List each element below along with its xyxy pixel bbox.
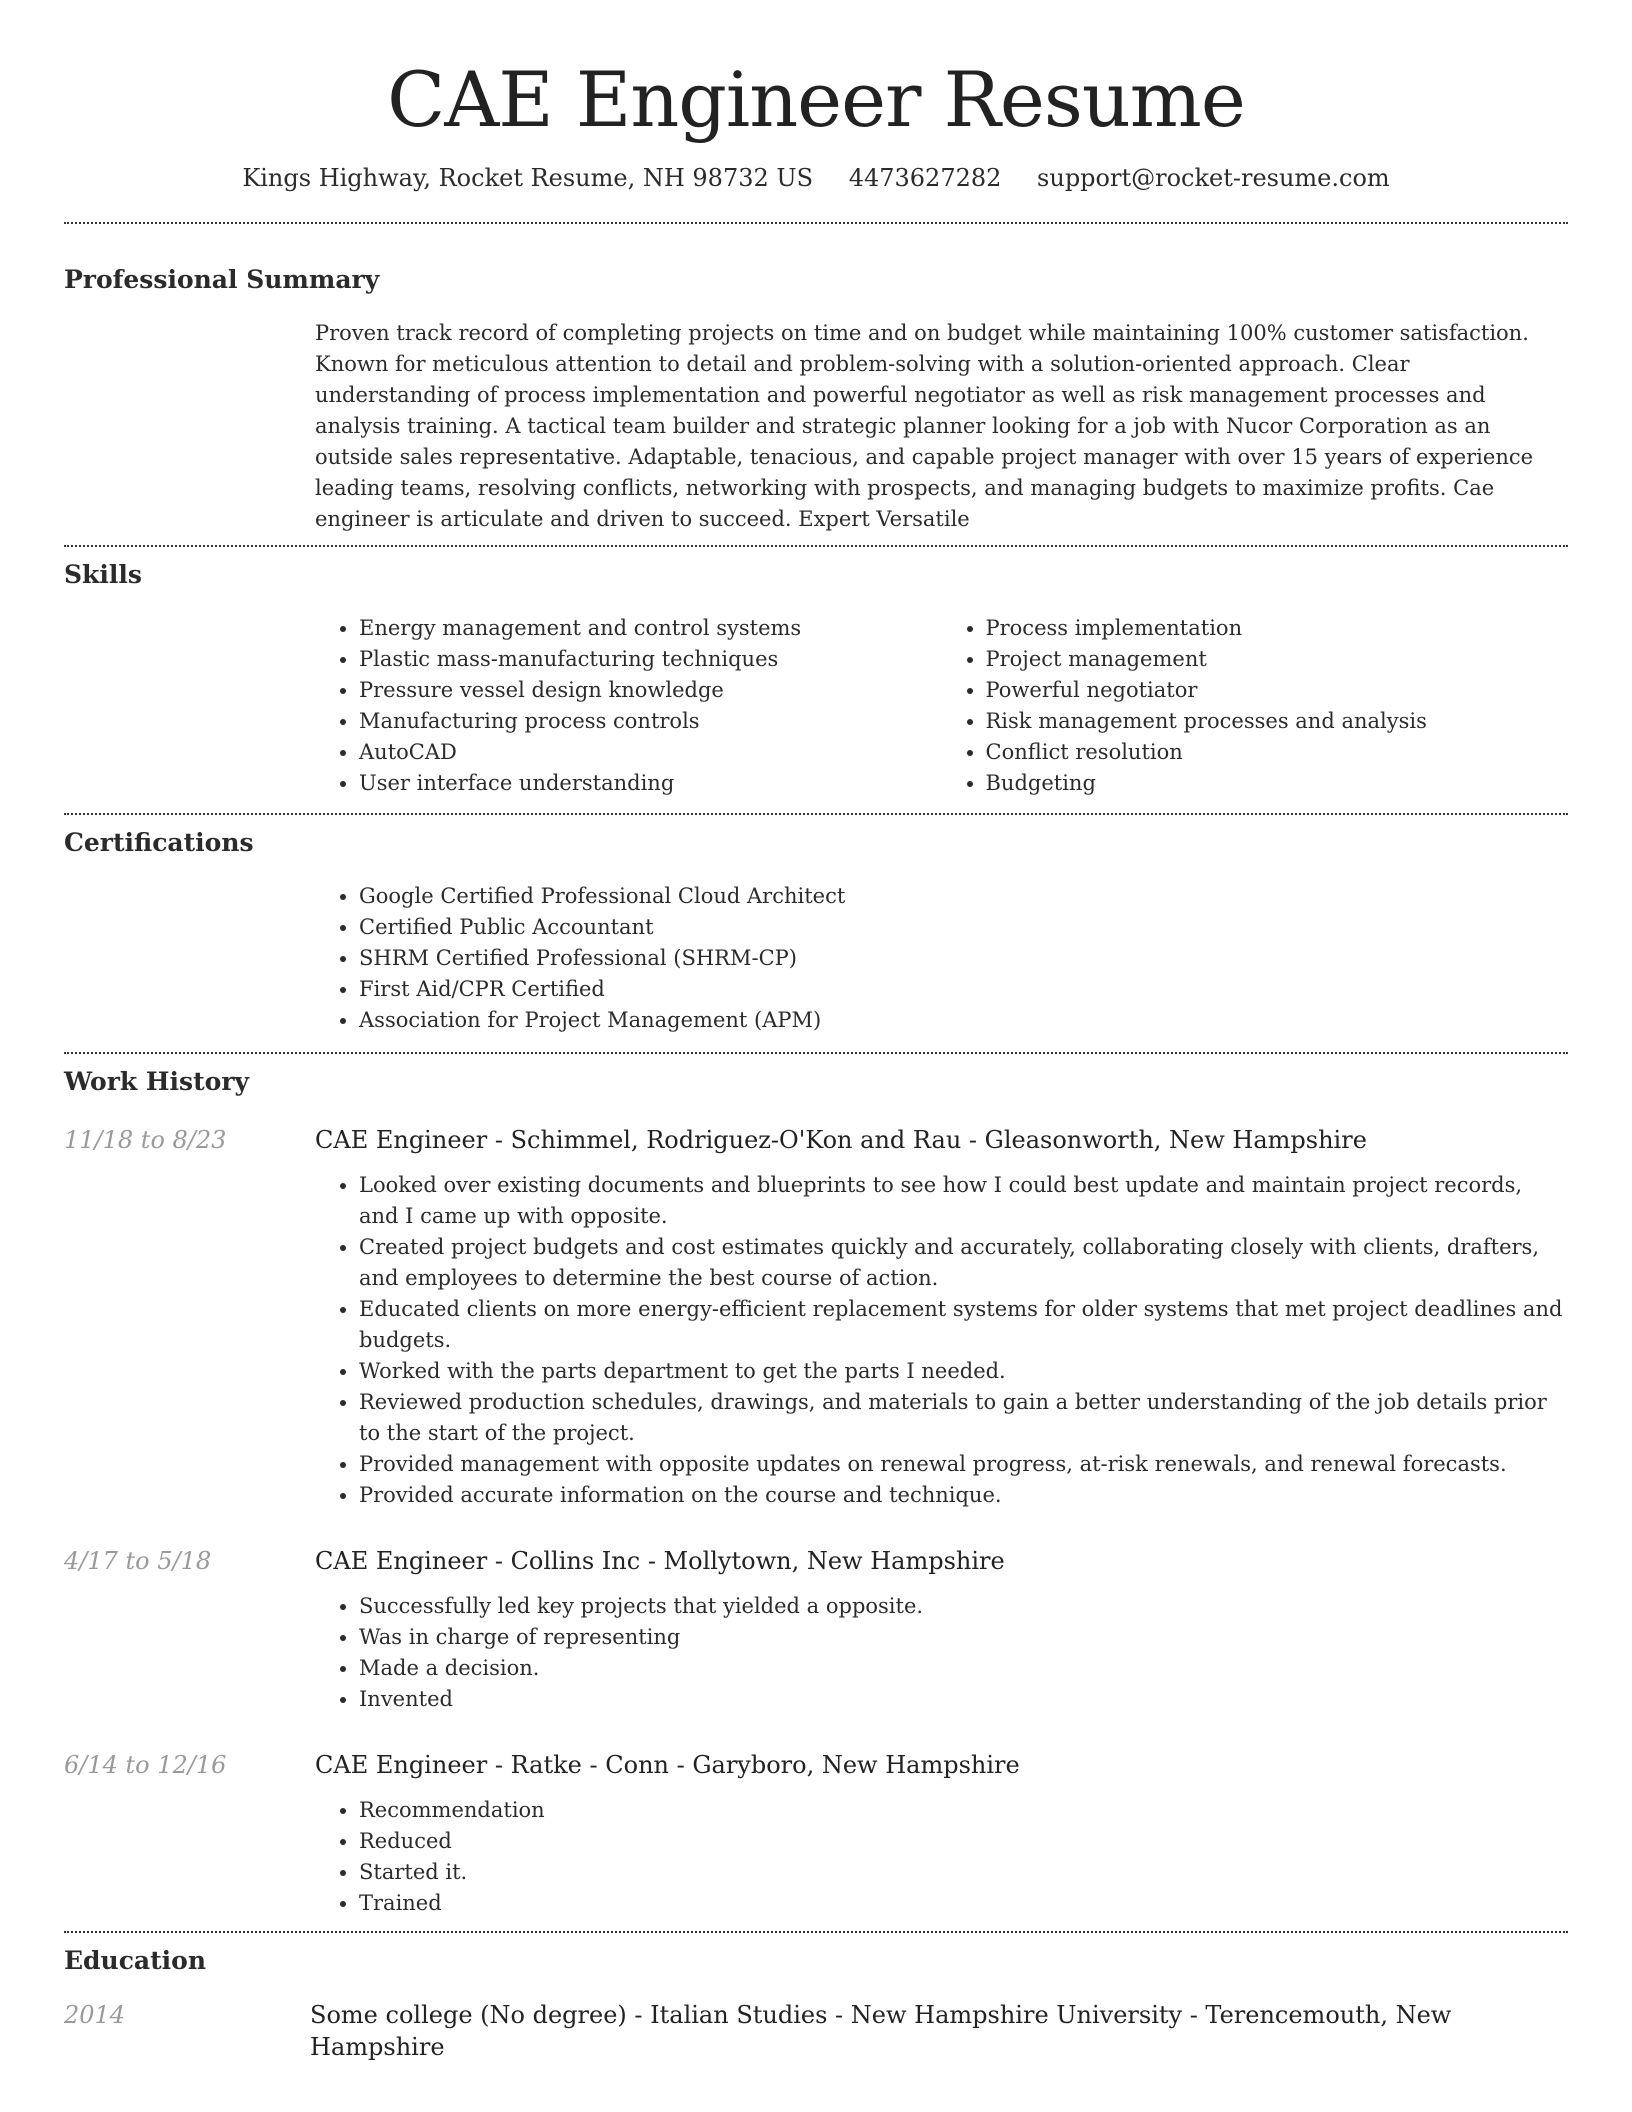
job-title: CAE Engineer - Ratke - Conn - Garyboro, New Hampshire [315,1751,1020,1779]
list-item: • User interface understanding [359,768,942,799]
job-entry [64,1749,1568,1919]
divider [64,813,1568,815]
certifications-list [315,881,1568,1036]
list-item: • Looked over existing documents and blueprints to see how I could best update and maintain project records, and I came up with opposite. [359,1170,1568,1232]
divider [64,545,1568,547]
divider [64,1931,1568,1933]
resume-title: CAE Engineer Resume [387,55,1245,144]
list-item: • Conflict resolution [986,737,1569,768]
list-item: • Process implementation [986,613,1569,644]
contact-phone: 4473627282 [848,164,1002,192]
education-school: - New Hampshire University - Terencemouth, New Hampshire [310,2001,1452,2061]
education-degree: Some college (No degree) - Italian Studies [310,2001,828,2029]
list-item: • Made a decision. [359,1653,1568,1684]
job-title: CAE Engineer - Collins Inc - Mollytown, New Hampshire [315,1547,1005,1575]
list-item: • Successfully led key projects that yielded a opposite. [359,1591,1568,1622]
list-item: • Certified Public Accountant [359,912,1568,943]
list-item: • Trained [359,1888,1568,1919]
skills-column-left [315,613,942,799]
job-dates: 11/18 to 8/23 [64,1126,227,1154]
list-item: • Budgeting [986,768,1569,799]
job-entry [64,1124,1568,1511]
job-bullets [315,1591,1568,1715]
list-item: • Started it. [359,1857,1568,1888]
divider [64,222,1568,224]
list-item: • Pressure vessel design knowledge [359,675,942,706]
skills-column-right [942,613,1569,799]
section-title-education: Education [64,1946,207,1975]
section-title-certifications: Certifications [64,828,254,857]
list-item: • Worked with the parts department to get the parts I needed. [359,1356,1568,1387]
list-item: • Manufacturing process controls [359,706,942,737]
contact-line [64,162,1568,194]
list-item: • Educated clients on more energy-efficient replacement systems for older systems that met project deadlines and budgets. [359,1294,1568,1356]
resume-page [64,0,1568,2063]
skills-list [315,613,1568,799]
section-title-summary: Professional Summary [64,265,380,294]
education-year: 2014 [64,2001,126,2029]
education-entry [64,1999,1568,2063]
list-item: • Energy management and control systems [359,613,942,644]
job-dates: 4/17 to 5/18 [64,1547,212,1575]
list-item: • SHRM Certified Professional (SHRM-CP) [359,943,1568,974]
summary-text: Proven track record of completing projects on time and on budget while maintaining 100% customer satisfaction. Known for meticulous attention to detail and problem-solving with a solution-oriented approach. Clear understanding of process implementation and powerful negotiator as well as risk management processes and analysis training. A tactical team builder and strategic planner looking for a job with Nucor Corporation as an outside sales representative. Adaptable, tenacious, and capable project manager with over 15 years of experience leading teams, resolving conflicts, networking with prospects, and managing budgets to maximize profits. Cae engineer is articulate and driven to succeed. Expert Versatile [315,321,1534,531]
divider [64,1052,1568,1054]
list-item: • First Aid/CPR Certified [359,974,1568,1005]
list-item: • Provided accurate information on the course and technique. [359,1480,1568,1511]
education-title [310,1999,1568,2063]
section-title-skills: Skills [64,560,142,589]
job-dates: 6/14 to 12/16 [64,1751,227,1779]
list-item: • Plastic mass-manufacturing techniques [359,644,942,675]
list-item: • Powerful negotiator [986,675,1569,706]
list-item: • AutoCAD [359,737,942,768]
list-item: • Reduced [359,1826,1568,1857]
job-title: CAE Engineer - Schimmel, Rodriguez-O'Kon and Rau - Gleasonworth, New Hampshire [315,1126,1367,1154]
list-item: • Project management [986,644,1569,675]
section-title-work-history: Work History [64,1067,250,1096]
list-item: • Risk management processes and analysis [986,706,1569,737]
list-item: • Invented [359,1684,1568,1715]
list-item: • Association for Project Management (APM) [359,1005,1568,1036]
list-item: • Created project budgets and cost estimates quickly and accurately, collaborating closely with clients, drafters, and employees to determine the best course of action. [359,1232,1568,1294]
contact-email: support@rocket-resume.com [1037,164,1390,192]
list-item: • Provided management with opposite updates on renewal progress, at-risk renewals, and renewal forecasts. [359,1449,1568,1480]
list-item: • Was in charge of representing [359,1622,1568,1653]
contact-address: Kings Highway, Rocket Resume, NH 98732 US [242,164,814,192]
job-bullets [315,1170,1568,1511]
job-entry [64,1545,1568,1715]
list-item: • Reviewed production schedules, drawings, and materials to gain a better understanding of the job details prior to the start of the project. [359,1387,1568,1449]
list-item: • Recommendation [359,1795,1568,1826]
list-item: • Google Certified Professional Cloud Architect [359,881,1568,912]
job-bullets [315,1795,1568,1919]
